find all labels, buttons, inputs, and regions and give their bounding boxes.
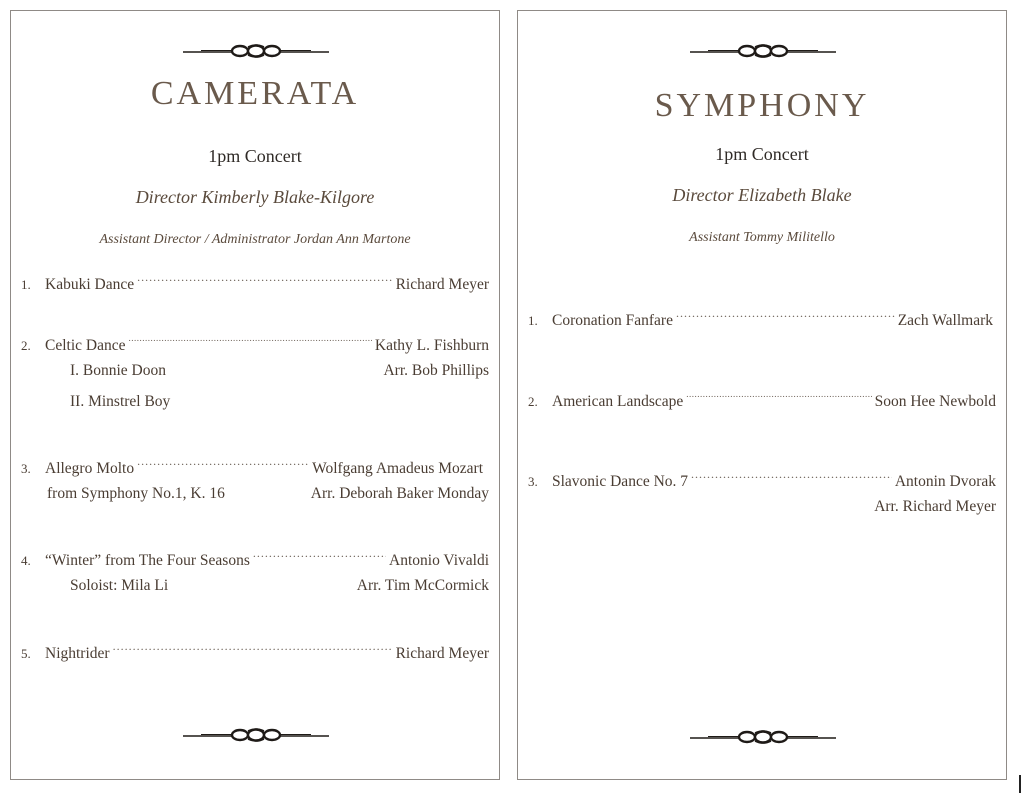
movement-title: I. Bonnie Doon [70, 362, 167, 379]
piece-title: “Winter” from The Four Seasons [45, 552, 250, 569]
piece-title: Celtic Dance [45, 337, 126, 354]
assistant-director: Assistant Director / Administrator Jordan Ann Martone [99, 232, 411, 247]
entry-number: 1. [528, 313, 538, 328]
program-entry [528, 386, 996, 412]
concert-time: 1pm Concert [208, 146, 302, 166]
concert-time: 1pm Concert [715, 144, 809, 164]
arranger-name: Arr. Tim McCormick [356, 577, 489, 594]
entry-number: 5. [21, 646, 31, 661]
dot-leader [113, 638, 393, 658]
movement-title: II. Minstrel Boy [70, 393, 171, 410]
bottom-flourish-icon [688, 727, 838, 747]
composer-name: Antonio Vivaldi [389, 552, 489, 569]
arranger-name: Arr. Bob Phillips [383, 362, 489, 379]
dot-leader [691, 466, 892, 486]
piece-title: Slavonic Dance No. 7 [552, 473, 689, 490]
symphony-program-page [517, 10, 1007, 780]
program-entry [21, 269, 489, 295]
text-cursor [1019, 775, 1021, 793]
composer-name: Antonin Dvorak [894, 473, 996, 490]
dot-leader [686, 386, 871, 406]
assistant-name: Assistant Tommy Militello [689, 230, 835, 245]
entry-number: 3. [21, 461, 31, 476]
piece-title: American Landscape [552, 393, 684, 410]
program-entry [21, 545, 489, 571]
program-entry [21, 638, 489, 664]
arranger-name: Arr. Deborah Baker Monday [310, 485, 489, 502]
composer-name: Soon Hee Newbold [874, 393, 996, 410]
director-name: Director Kimberly Blake-Kilgore [135, 187, 375, 207]
program-entry [21, 453, 483, 479]
source-work: from Symphony No.1, K. 16 [47, 485, 225, 502]
program-list [528, 11, 996, 779]
dot-leader [128, 330, 371, 350]
program-entry [528, 466, 996, 492]
dot-leader [137, 269, 393, 289]
entry-number: 4. [21, 553, 31, 568]
dot-leader [676, 305, 895, 325]
entry-number: 2. [528, 394, 538, 409]
entry-number: 1. [21, 277, 31, 292]
composer-name: Zach Wallmark [897, 312, 993, 329]
ensemble-title: CAMERATA [150, 75, 360, 112]
composer-name: Wolfgang Amadeus Mozart [312, 460, 483, 477]
arranger-name: Arr. Richard Meyer [874, 498, 996, 515]
dot-leader [137, 453, 309, 473]
dot-leader [253, 545, 386, 565]
composer-name: Richard Meyer [395, 645, 489, 662]
program-entry [528, 305, 993, 331]
arranger-line [554, 497, 996, 517]
director-name: Director Elizabeth Blake [672, 185, 852, 205]
bottom-flourish-icon [181, 725, 331, 745]
piece-title: Kabuki Dance [45, 276, 135, 293]
movement-line [47, 484, 489, 504]
ensemble-title: SYMPHONY [654, 87, 870, 124]
entry-number: 3. [528, 474, 538, 489]
program-entry [21, 330, 489, 356]
soloist-name: Soloist: Mila Li [70, 577, 169, 594]
piece-title: Allegro Molto [45, 460, 135, 477]
entry-number: 2. [21, 338, 31, 353]
program-list [21, 11, 489, 779]
movement-line [70, 392, 489, 412]
piece-title: Nightrider [45, 645, 110, 662]
composer-name: Kathy L. Fishburn [374, 337, 489, 354]
composer-name: Richard Meyer [395, 276, 489, 293]
movement-line [70, 576, 489, 596]
movement-line [70, 361, 489, 381]
camerata-program-page [10, 10, 500, 780]
piece-title: Coronation Fanfare [552, 312, 673, 329]
